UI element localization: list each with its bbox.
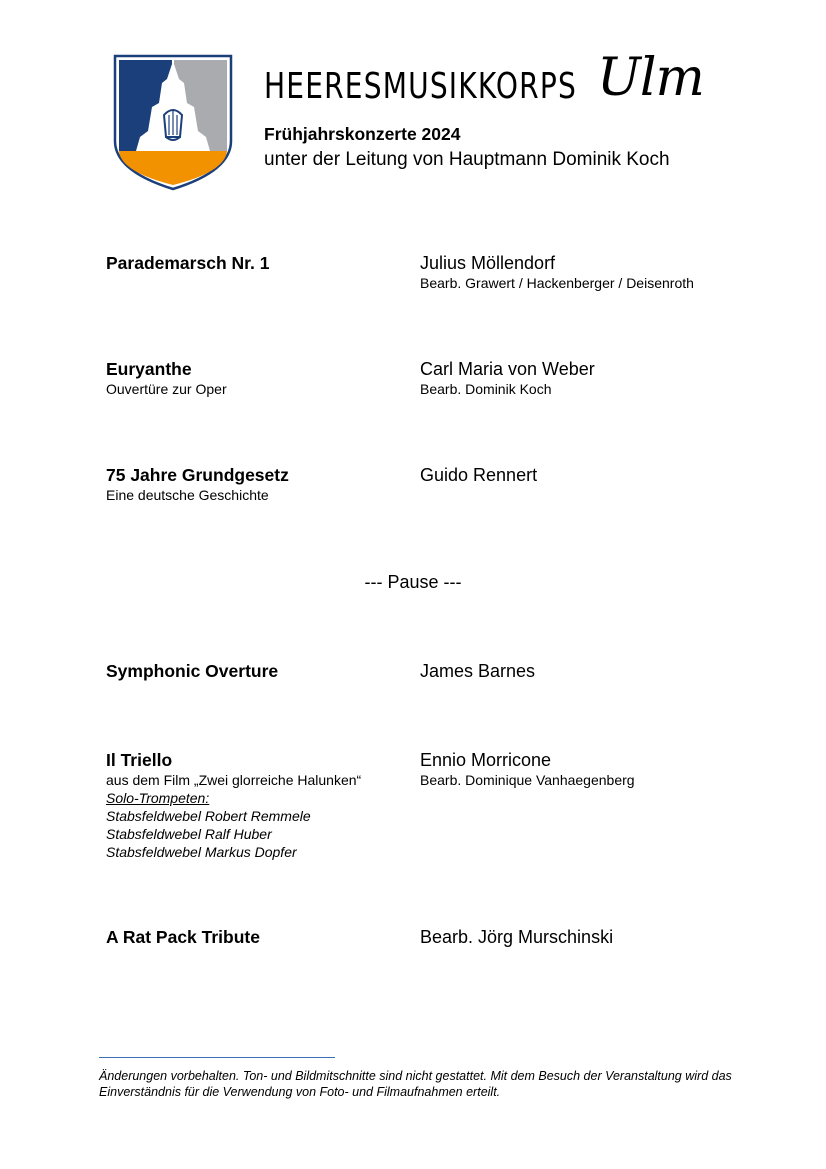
program-item-2-composer bbox=[420, 358, 780, 398]
composer-name: Guido Rennert bbox=[420, 465, 538, 485]
crest-logo bbox=[112, 53, 234, 191]
program-item-2 bbox=[106, 358, 406, 398]
footer-disclaimer: Änderungen vorbehalten. Ton- und Bildmitschnitte sind nicht gestattet. Mit dem Besuch der Veranstaltung wird das Einverständnis für die Verwendung von Foto- und Filmaufnahmen erteilt. bbox=[99, 1069, 732, 1099]
piece-title: Symphonic Overture bbox=[106, 661, 279, 681]
piece-title: A Rat Pack Tribute bbox=[106, 927, 260, 947]
brand-main: HEERESMUSIKKORPS bbox=[264, 66, 577, 107]
program-item-6-composer bbox=[420, 926, 780, 948]
piece-title: 75 Jahre Grundgesetz bbox=[106, 465, 289, 485]
piece-subtitle: aus dem Film „Zwei glorreiche Halunken“ bbox=[106, 772, 362, 788]
program-item-1 bbox=[106, 252, 406, 274]
program-item-3 bbox=[106, 464, 406, 504]
composer-name: James Barnes bbox=[420, 661, 536, 681]
program-item-4-composer bbox=[420, 660, 780, 682]
brand-script: Ulm bbox=[597, 48, 704, 108]
program-item-4 bbox=[106, 660, 406, 682]
composer-name: Carl Maria von Weber bbox=[420, 359, 595, 379]
soloist: Stabsfeldwebel Ralf Huber bbox=[106, 826, 272, 842]
piece-subtitle: Ouvertüre zur Oper bbox=[106, 381, 227, 397]
conductor-line: unter der Leitung von Hauptmann Dominik Koch bbox=[264, 149, 670, 170]
piece-subtitle: Eine deutsche Geschichte bbox=[106, 487, 269, 503]
soloist: Stabsfeldwebel Robert Remmele bbox=[106, 808, 311, 824]
piece-title: Il Triello bbox=[106, 750, 173, 770]
arranger-note: Bearb. Dominique Vanhaegenberg bbox=[420, 772, 635, 788]
composer-name: Julius Möllendorf bbox=[420, 253, 556, 273]
program-item-5 bbox=[106, 749, 406, 861]
footer-divider bbox=[99, 1057, 335, 1058]
soloist: Stabsfeldwebel Markus Dopfer bbox=[106, 844, 297, 860]
concert-series-title: Frühjahrskonzerte 2024 bbox=[264, 124, 461, 144]
arranger-note: Bearb. Grawert / Hackenberger / Deisenroth bbox=[420, 275, 694, 291]
program-item-6 bbox=[106, 926, 406, 948]
arranger-note: Bearb. Dominik Koch bbox=[420, 381, 552, 397]
program-item-3-composer bbox=[420, 464, 780, 486]
piece-title: Parademarsch Nr. 1 bbox=[106, 253, 270, 273]
composer-name: Bearb. Jörg Murschinski bbox=[420, 927, 614, 947]
intermission: --- Pause --- bbox=[364, 572, 462, 592]
program-item-5-composer bbox=[420, 749, 780, 789]
composer-name: Ennio Morricone bbox=[420, 750, 552, 770]
soloists-label: Solo-Trompeten: bbox=[106, 790, 210, 806]
program-item-1-composer bbox=[420, 252, 780, 292]
piece-title: Euryanthe bbox=[106, 359, 192, 379]
